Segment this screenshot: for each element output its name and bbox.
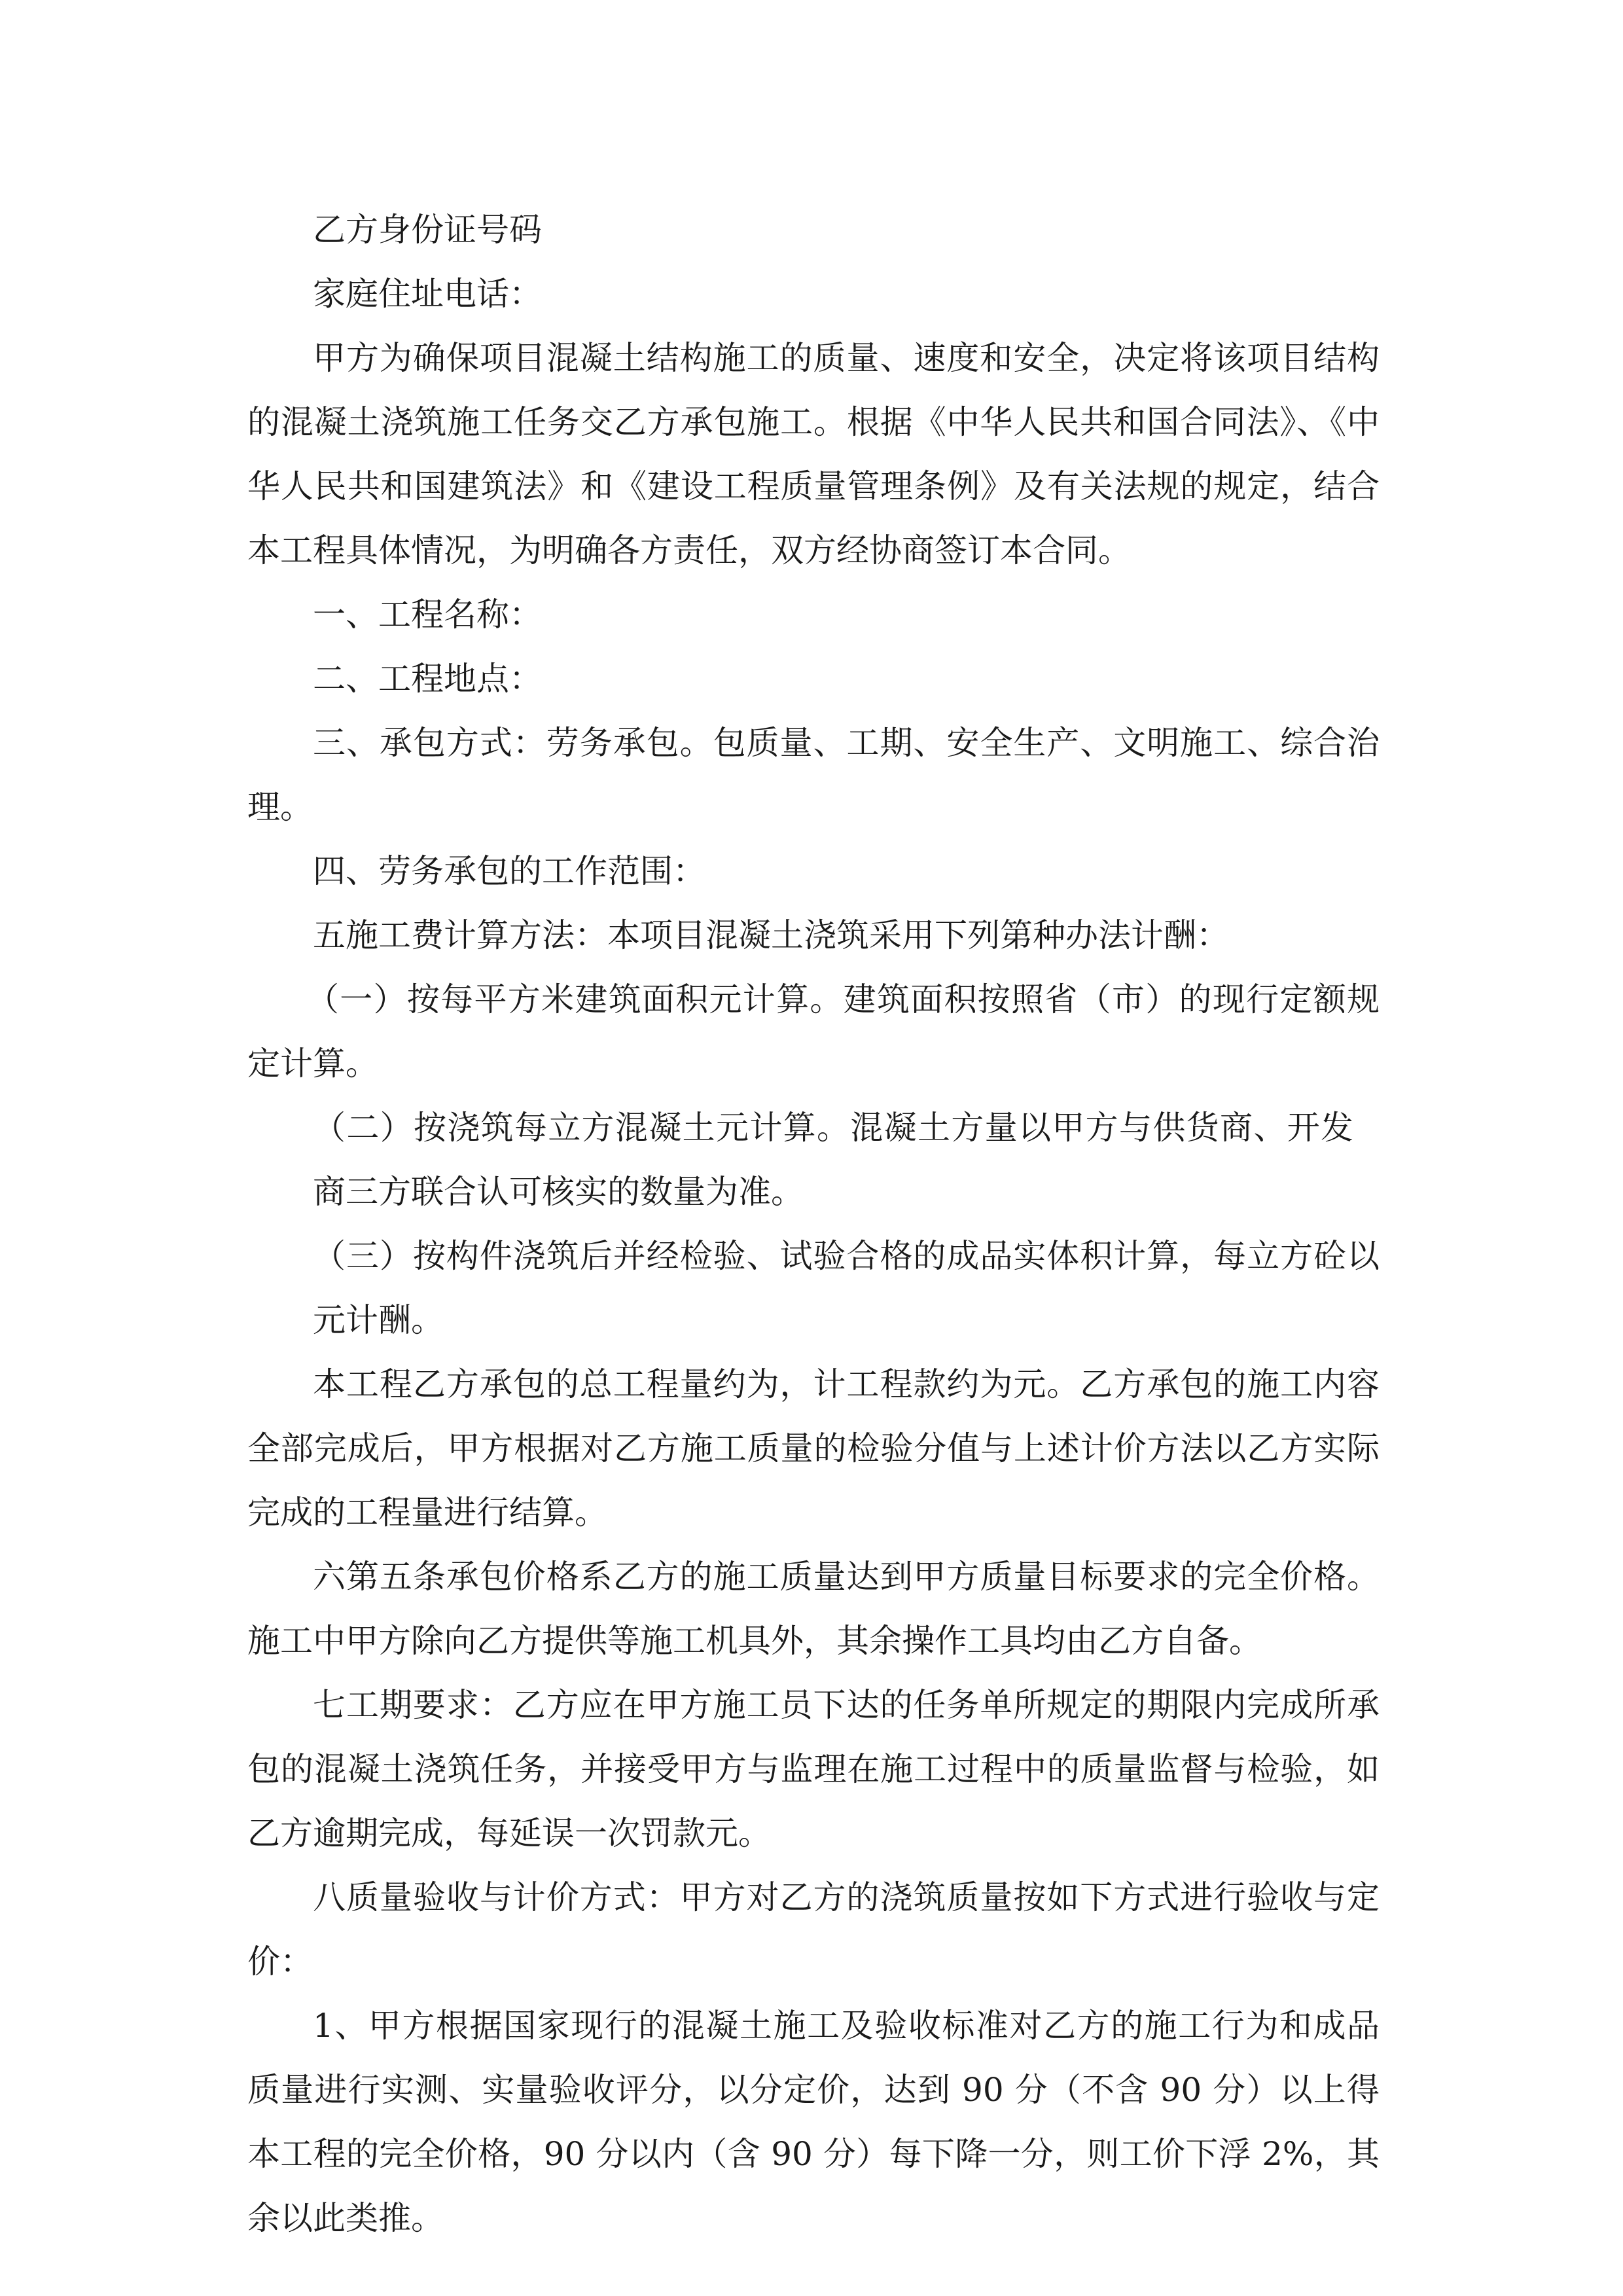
home-address-phone: 家庭住址电话： bbox=[313, 275, 542, 313]
fee-option-1: （一）按每平方米建筑面积元计算。建筑面积按照省（市）的现行定额规定计算。 bbox=[247, 980, 1380, 1083]
total-workload: 本工程乙方承包的总工程量约为，计工程款约为元。乙方承包的施工内容全部完成后，甲方根据对乙方施工质量的检验分值与上述计价方法以乙方实际完成的工程量进行结算。 bbox=[247, 1365, 1380, 1532]
contract-method: 三、承包方式：劳务承包。包质量、工期、安全生产、文明施工、综合治理。 bbox=[247, 724, 1380, 826]
fee-calculation-heading: 五施工费计算方法：本项目混凝土浇筑采用下列第种办法计酬： bbox=[313, 916, 1229, 954]
party-b-id-number: 乙方身份证号码 bbox=[313, 211, 542, 249]
quality-acceptance-heading: 八质量验收与计价方式：甲方对乙方的浇筑质量按如下方式进行验收与定价： bbox=[247, 1878, 1380, 1981]
project-location: 二、工程地点： bbox=[313, 660, 542, 698]
schedule-clause: 七工期要求：乙方应在甲方施工员下达的任务单所规定的期限内完成所承包的混凝土浇筑任务，并接受甲方与监理在施工过程中的质量监督与检验，如乙方逾期完成，每延误一次罚款元。 bbox=[247, 1686, 1380, 1852]
work-scope: 四、劳务承包的工作范围： bbox=[313, 852, 705, 890]
fee-option-3: （三）按构件浇筑后并经检验、试验合格的成品实体积计算，每立方砼以元计酬。 bbox=[313, 1237, 1380, 1339]
document-body bbox=[247, 198, 1380, 2250]
fee-option-2: （二）按浇筑每立方混凝土元计算。混凝土方量以甲方与供货商、开发商三方联合认可核实的数量为准。 bbox=[313, 1109, 1353, 1211]
quality-acceptance-item-1: 1、甲方根据国家现行的混凝土施工及验收标准对乙方的施工行为和成品质量进行实测、实量验收评分，以分定价，达到 90 分（不含 90 分）以上得本工程的完全价格，90 分以内（含 90 分）每下降一分，则工价下浮 2%，其余以此类推。 bbox=[247, 2007, 1380, 2237]
project-name: 一、工程名称： bbox=[313, 596, 542, 634]
contract-preamble: 甲方为确保项目混凝土结构施工的质量、速度和安全，决定将该项目结构的混凝土浇筑施工任务交乙方承包施工。根据《中华人民共和国合同法》、《中华人民共和国建筑法》和《建设工程质量管理条例》及有关法规的规定，结合本工程具体情况，为明确各方责任，双方经协商签订本合同。 bbox=[247, 339, 1380, 569]
price-clause: 六第五条承包价格系乙方的施工质量达到甲方质量目标要求的完全价格。施工中甲方除向乙方提供等施工机具外，其余操作工具均由乙方自备。 bbox=[247, 1558, 1380, 1660]
